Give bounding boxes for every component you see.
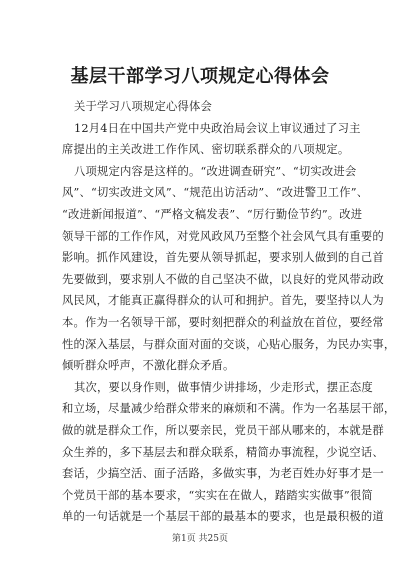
text-line: 本。作为一名领导干部，要时刻把群众的利益放在首位，要经常 <box>62 315 384 329</box>
text-line: 性的深入基层，与群众面对面的交谈，心贴心服务，为民办实事， <box>62 337 396 351</box>
text-line: 和立场，尽量减少给群众带来的麻烦和不满。作为一名基层干部， <box>62 402 396 416</box>
text-line: 单的一句话就是一个基层干部的最基本的要求，也是最积极的道 <box>62 510 384 524</box>
text-line: 风民风，才能真正赢得群众的认可和拥护。首先，要坚持以人为 <box>62 294 384 308</box>
text-line: 众生养的，多下基层去和群众联系，精简办事流程，少说空话、 <box>62 445 384 459</box>
text-line: 12月4日在中国共产党中央政治局会议上审议通过了习主 <box>74 121 361 135</box>
text-line: 先要做到，要求别人不做的自己坚决不做，以良好的党风带动政 <box>62 272 384 286</box>
page-footer: 第1页 共25页 <box>171 534 229 544</box>
text-line: 八项规定内容是这样的。“改进调查研究”、“切实改进会 <box>74 164 357 178</box>
document-body <box>62 96 396 528</box>
text-line: 个党员干部的基本要求，“实实在在做人，踏踏实实做事”很简 <box>62 488 373 502</box>
text-line: 倾听群众呼声，不激化群众矛盾。 <box>62 359 235 373</box>
text-line: 其次，要以身作则，做事情少讲排场，少走形式，摆正态度 <box>74 380 373 394</box>
text-line: 领导干部的工作作风，对党风政风乃至整个社会风气具有重要的 <box>62 229 384 243</box>
text-line: 影响。抓作风建设，首先要从领导抓起，要求别人做到的自己首 <box>62 251 384 265</box>
text-line: “改进新闻报道”、“严格文稿发表”、“厉行勤俭节约”。改进 <box>62 207 363 221</box>
text-line: 做的就是群众工作，所以要亲民，党员干部从哪来的，本就是群 <box>62 423 384 437</box>
text-line: 套话，少搞空活、面子活路，多做实事，为老百姓办好事才是一 <box>62 467 384 481</box>
text-line: 席提出的主关改进工作作风、密切联系群众的八项规定。 <box>62 143 350 157</box>
text-line: 关于学习八项规定心得体会 <box>74 100 212 113</box>
document-title: 基层干部学习八项规定心得体会 <box>70 66 330 87</box>
text-line: 风”、“切实改进文风”、“规范出访活动”、“改进警卫工作”、 <box>62 186 369 200</box>
